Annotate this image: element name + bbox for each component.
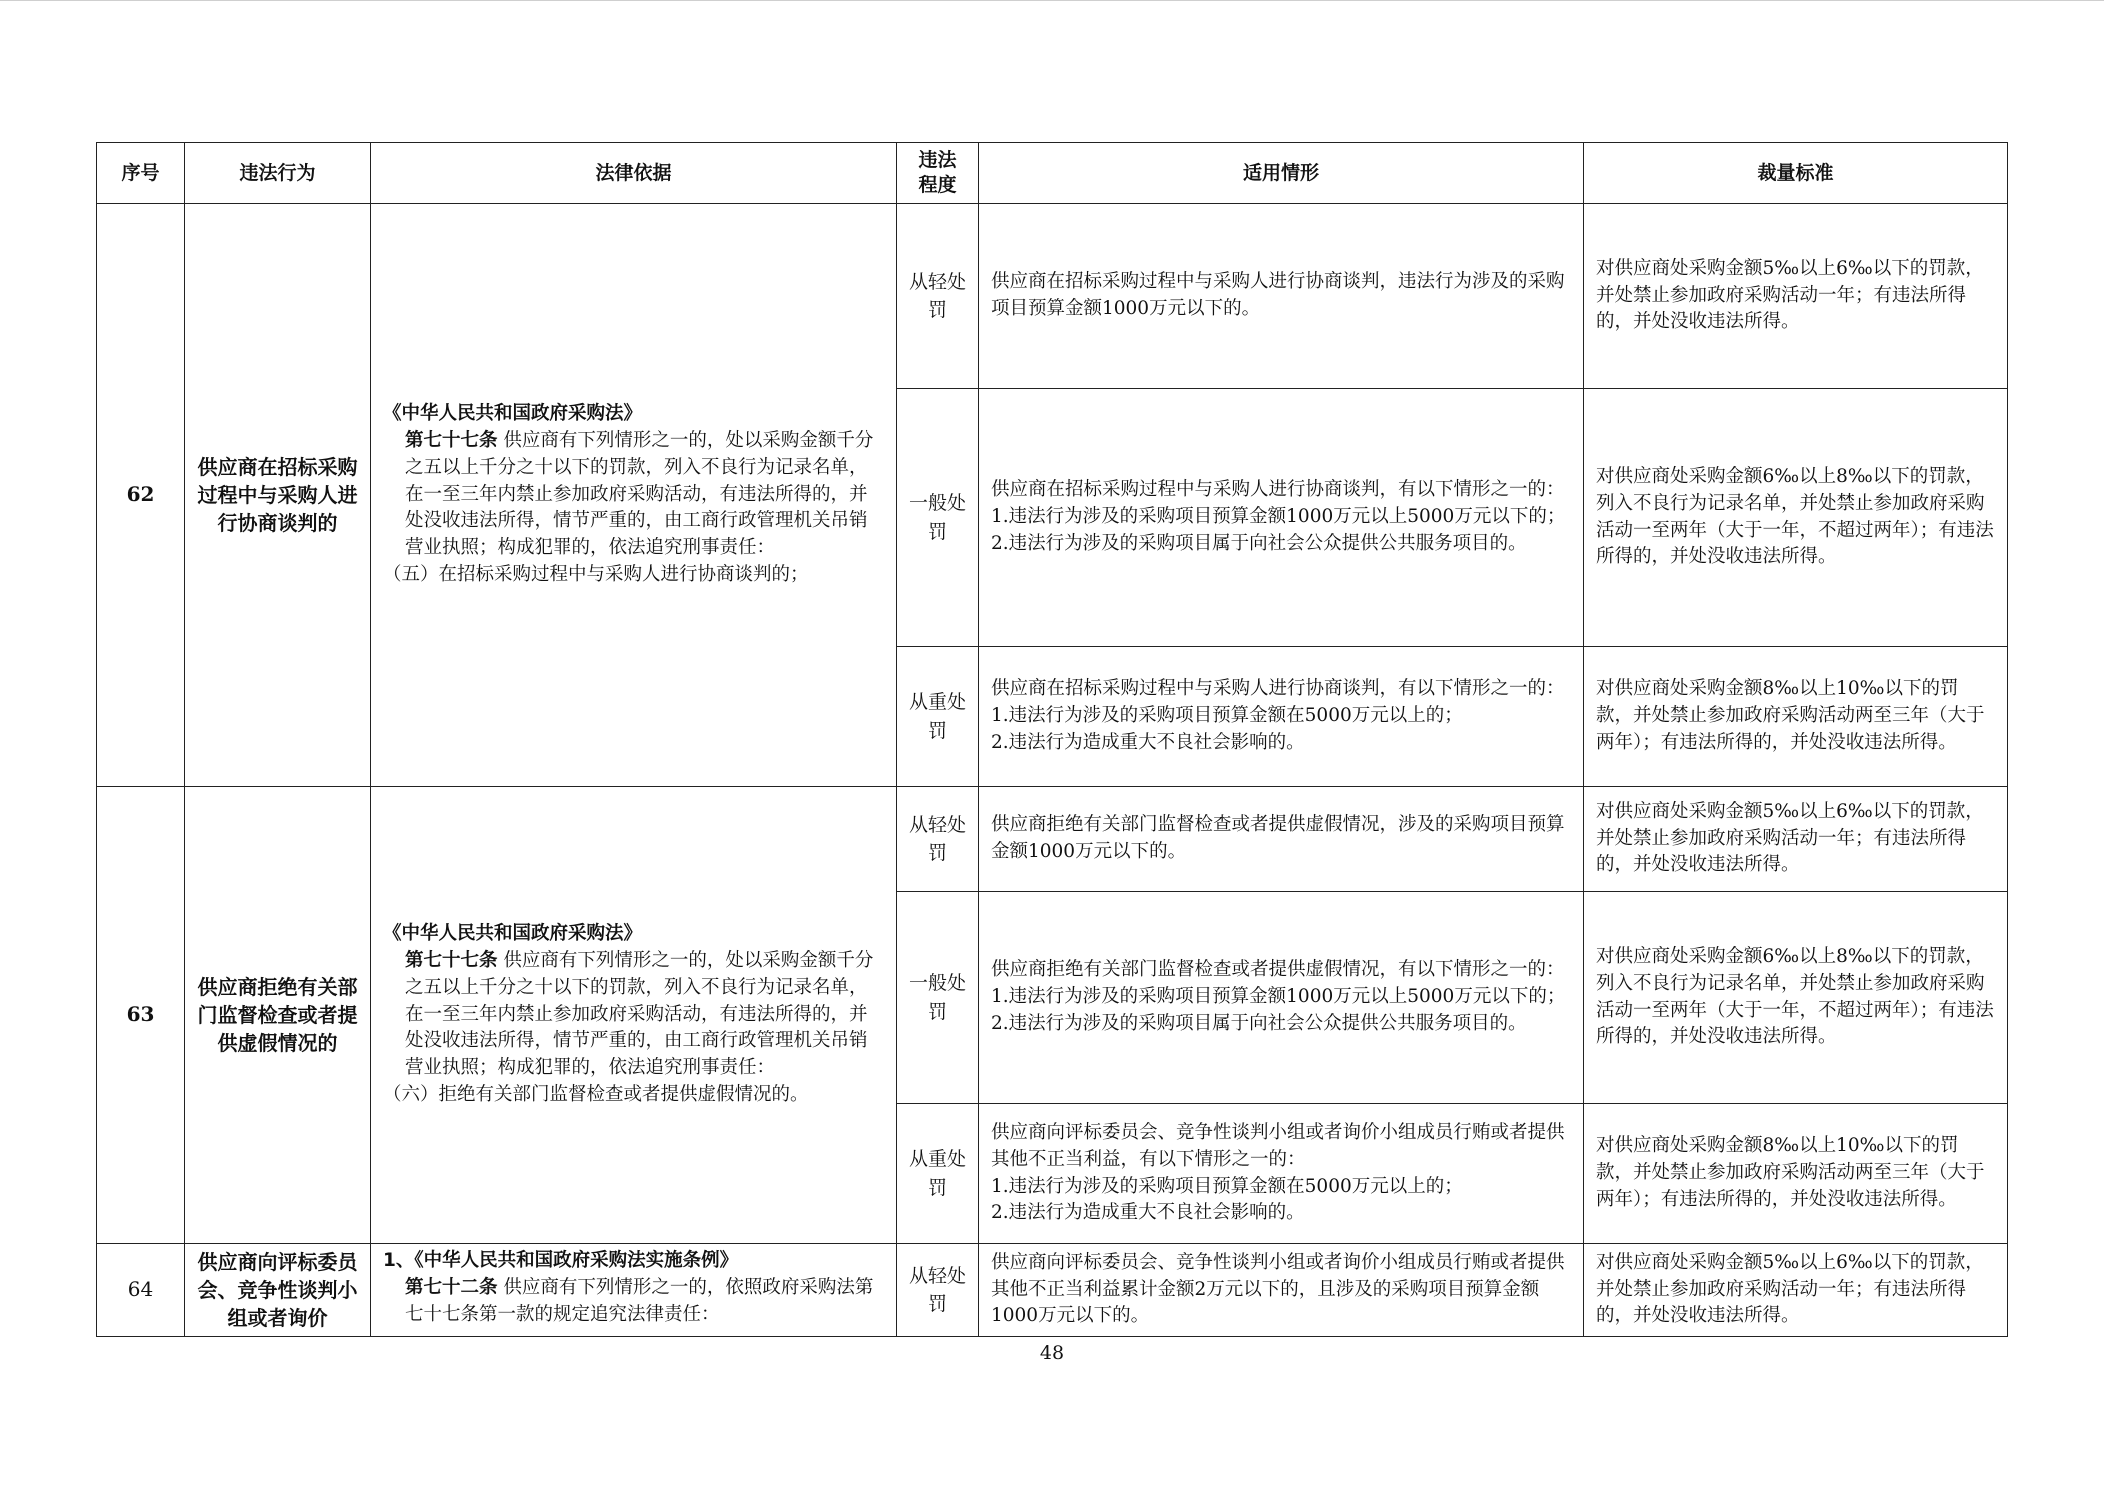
- table-row: [97, 204, 2008, 389]
- legal-basis: [371, 1244, 897, 1337]
- degree-cell: 从重处罚: [897, 1104, 979, 1244]
- law-text: [383, 1275, 884, 1329]
- degree-cell: 一般处罚: [897, 389, 979, 647]
- situation-line: 1.违法行为涉及的采购项目预算金额在5000万元以上的；: [991, 705, 1463, 727]
- penalty-discretion-table: [96, 142, 2008, 1337]
- legal-basis: [371, 787, 897, 1244]
- situation-cell: [979, 389, 1584, 647]
- situation-line: 2.违法行为造成重大不良社会影响的。: [991, 731, 1305, 753]
- standard-cell: 对供应商处采购金额6‰以上8‰以下的罚款，列入不良行为记录名单，并处禁止参加政府采购活动一至两年（大于一年，不超过两年）；有违法所得的，并处没收违法所得。: [1584, 892, 2008, 1104]
- row-number: 64: [97, 1244, 185, 1337]
- situation-line: 1.违法行为涉及的采购项目预算金额1000万元以上5000万元以下的；: [991, 506, 1566, 528]
- situation-cell: [979, 787, 1584, 892]
- standard-cell: 对供应商处采购金额8‰以上10‰以下的罚款，并处禁止参加政府采购活动两至三年（大于两年）；有违法所得的，并处没收违法所得。: [1584, 647, 2008, 787]
- header-standard: 裁量标准: [1584, 143, 2008, 204]
- law-item: （五）在招标采购过程中与采购人进行协商谈判的；: [383, 564, 809, 586]
- law-text: [383, 948, 884, 1082]
- header-situation: 适用情形: [979, 143, 1584, 204]
- degree-cell: 从轻处罚: [897, 1244, 979, 1337]
- law-item: （六）拒绝有关部门监督检查或者提供虚假情况的。: [383, 1084, 809, 1106]
- standard-cell: 对供应商处采购金额8‰以上10‰以下的罚款，并处禁止参加政府采购活动两至三年（大于两年）；有违法所得的，并处没收违法所得。: [1584, 1104, 2008, 1244]
- situation-line: 2.违法行为造成重大不良社会影响的。: [991, 1202, 1305, 1224]
- row-number: 62: [97, 204, 185, 787]
- standard-cell: 对供应商处采购金额5‰以上6‰以下的罚款，并处禁止参加政府采购活动一年；有违法所得的，并处没收违法所得。: [1584, 204, 2008, 389]
- situation-line: 供应商在招标采购过程中与采购人进行协商谈判，违法行为涉及的采购项目预算金额1000万元以下的。: [991, 271, 1565, 319]
- header-act: 违法行为: [185, 143, 371, 204]
- header-law: 法律依据: [371, 143, 897, 204]
- situation-line: 供应商拒绝有关部门监督检查或者提供虚假情况，有以下情形之一的：: [991, 959, 1565, 981]
- situation-cell: [979, 1104, 1584, 1244]
- law-article-text: 供应商有下列情形之一的，依照政府采购法第七十七条第一款的规定追究法律责任：: [405, 1276, 874, 1325]
- degree-cell: 从轻处罚: [897, 204, 979, 389]
- situation-cell: [979, 1244, 1584, 1337]
- situation-cell: [979, 892, 1584, 1104]
- law-article-text: 供应商有下列情形之一的，处以采购金额千分之五以上千分之十以下的罚款，列入不良行为记录名单，在一至三年内禁止参加政府采购活动，有违法所得的，并处没收违法所得，情节严重的，由工商行政管理机关吊销营业执照；构成犯罪的，依法追究刑事责任：: [405, 429, 874, 559]
- degree-cell: 从轻处罚: [897, 787, 979, 892]
- situation-line: 1.违法行为涉及的采购项目预算金额在5000万元以上的；: [991, 1175, 1463, 1197]
- law-article-text: 供应商有下列情形之一的，处以采购金额千分之五以上千分之十以下的罚款，列入不良行为记录名单，在一至三年内禁止参加政府采购活动，有违法所得的，并处没收违法所得，情节严重的，由工商行政管理机关吊销营业执照；构成犯罪的，依法追究刑事责任：: [405, 949, 874, 1079]
- situation-line: 1.违法行为涉及的采购项目预算金额1000万元以上5000万元以下的；: [991, 986, 1566, 1008]
- violation-act: 供应商在招标采购过程中与采购人进行协商谈判的: [185, 204, 371, 787]
- situation-cell: [979, 647, 1584, 787]
- situation-line: 供应商在招标采购过程中与采购人进行协商谈判，有以下情形之一的：: [991, 479, 1565, 501]
- law-article: 第七十二条: [405, 1276, 498, 1298]
- situation-line: 供应商向评标委员会、竞争性谈判小组或者询价小组成员行贿或者提供其他不正当利益累计金额2万元以下的，且涉及的采购项目预算金额1000万元以下的。: [991, 1251, 1565, 1327]
- law-title: 《中华人民共和国政府采购法》: [383, 923, 643, 945]
- standard-cell: 对供应商处采购金额5‰以上6‰以下的罚款，并处禁止参加政府采购活动一年；有违法所得的，并处没收违法所得。: [1584, 1244, 2008, 1337]
- page-number: 48: [1039, 1342, 1065, 1364]
- law-article: 第七十七条: [405, 949, 498, 971]
- situation-line: 供应商向评标委员会、竞争性谈判小组或者询价小组成员行贿或者提供其他不正当利益，有以下情形之一的：: [991, 1121, 1565, 1170]
- situation-line: 供应商拒绝有关部门监督检查或者提供虚假情况，涉及的采购项目预算金额1000万元以下的。: [991, 814, 1565, 862]
- scan-edge-line: [0, 0, 2104, 1]
- situation-cell: [979, 204, 1584, 389]
- situation-line: 2.违法行为涉及的采购项目属于向社会公众提供公共服务项目的。: [991, 1012, 1527, 1034]
- legal-basis: [371, 204, 897, 787]
- law-text: [383, 428, 884, 562]
- violation-act: 供应商向评标委员会、竞争性谈判小组或者询价: [185, 1244, 371, 1337]
- row-number: 63: [97, 787, 185, 1244]
- degree-cell: 一般处罚: [897, 892, 979, 1104]
- table-row: [97, 1244, 2008, 1337]
- table-header-row: [97, 143, 2008, 204]
- violation-act: 供应商拒绝有关部门监督检查或者提供虚假情况的: [185, 787, 371, 1244]
- law-article: 第七十七条: [405, 429, 498, 451]
- standard-cell: 对供应商处采购金额5‰以上6‰以下的罚款，并处禁止参加政府采购活动一年；有违法所得的，并处没收违法所得。: [1584, 787, 2008, 892]
- situation-line: 2.违法行为涉及的采购项目属于向社会公众提供公共服务项目的。: [991, 532, 1527, 554]
- header-no: 序号: [97, 143, 185, 204]
- situation-line: 供应商在招标采购过程中与采购人进行协商谈判，有以下情形之一的：: [991, 678, 1565, 700]
- law-title: 《中华人民共和国政府采购法》: [383, 403, 643, 425]
- header-degree: 违法程度: [897, 143, 979, 204]
- law-title: 1、《中华人民共和国政府采购法实施条例》: [383, 1250, 739, 1271]
- table-row: [97, 787, 2008, 892]
- standard-cell: 对供应商处采购金额6‰以上8‰以下的罚款，列入不良行为记录名单，并处禁止参加政府采购活动一至两年（大于一年，不超过两年）；有违法所得的，并处没收违法所得。: [1584, 389, 2008, 647]
- degree-cell: 从重处罚: [897, 647, 979, 787]
